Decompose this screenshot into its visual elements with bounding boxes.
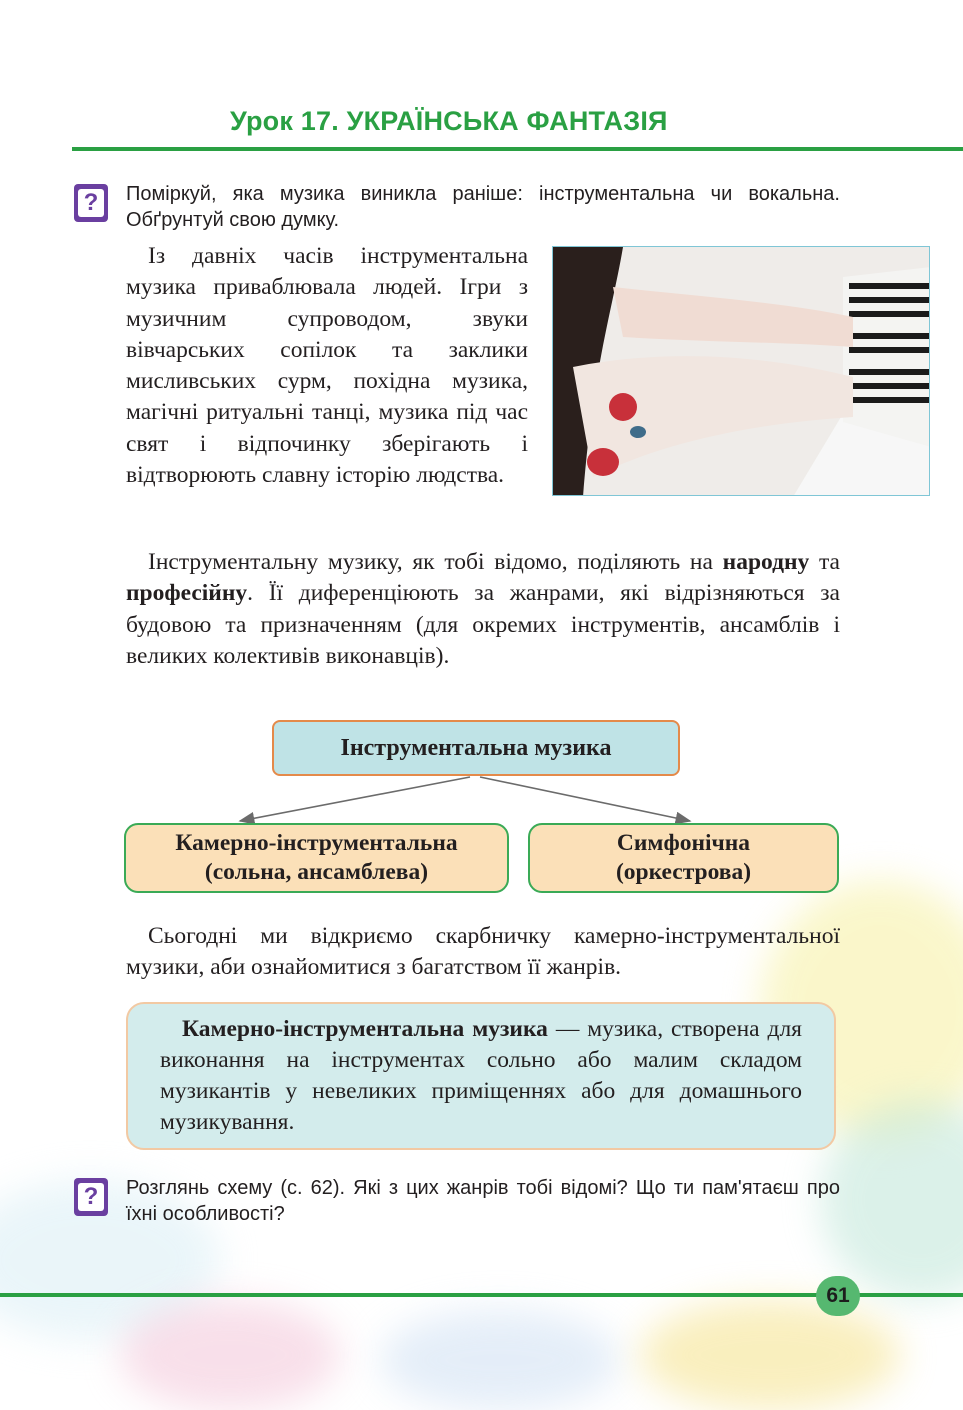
definition-box <box>126 1002 836 1150</box>
title-divider <box>72 147 963 151</box>
paint-splash-decoration <box>380 1310 620 1410</box>
diagram-chamber-box: Камерно-інструментальна (сольна, ансамблева) <box>124 823 509 893</box>
arrow-to-symphonic <box>480 777 690 821</box>
question-text-2: Розглянь схему (с. 62). Які з цих жанрів тобі відомі? Що ти пам'ятаєш про їхні особливості? <box>126 1177 840 1225</box>
question-icon: ? <box>74 184 108 222</box>
lesson-title: Урок 17. УКРАЇНСЬКА ФАНТАЗІЯ <box>230 106 668 136</box>
question-text-1: Поміркуй, яка музика виникла раніше: інструментальна чи вокальна. Обґрунтуй свою думку. <box>126 183 840 231</box>
paint-splash-decoration <box>120 1300 340 1410</box>
intro-paragraph: Із давніх часів інструментальна музика приваблювала людей. Ігри з музичним супроводом, звуки вівчарських сопілок та заклики мисливських сурм, похідна музика, магічні ритуальні танці, музика під час свят і відпочинку зберігають і відтворюють славну історію людства. <box>126 243 528 489</box>
paragraph-chamber-intro: Сьогодні ми відкриємо скарбничку камерно-інструментальної музики, аби ознайомитися з багатством її жанрів. <box>126 923 840 981</box>
piano-photo <box>552 246 930 496</box>
paragraph-instrumental-types: Інструментальну музику, як тобі відомо, поділяють на народну та професійну. Її диференціюють за жанрами, які відрізняються за будовою та призначенням (для окремих інструментів, ансамблів і великих колективів виконавців). <box>126 549 840 669</box>
bold-term-professional: професійну <box>126 580 248 607</box>
piano-hands-image <box>553 247 930 496</box>
bold-term-folk: народну <box>722 549 810 575</box>
definition-term: Камерно-інструментальна музика <box>182 1016 548 1042</box>
paint-splash-decoration <box>640 1300 900 1410</box>
definition-text: — музика, створена для виконання на інструментах сольно або малим складом музикантів у невеликих приміщеннях або для домашнього музикування. <box>160 1016 802 1135</box>
page-number: 61 <box>816 1276 860 1316</box>
diagram-root-box: Інструментальна музика <box>272 720 680 776</box>
question-icon: ? <box>74 1178 108 1216</box>
diagram-symphonic-box: Симфонічна (оркестрова) <box>528 823 839 893</box>
arrow-to-chamber <box>240 777 470 821</box>
